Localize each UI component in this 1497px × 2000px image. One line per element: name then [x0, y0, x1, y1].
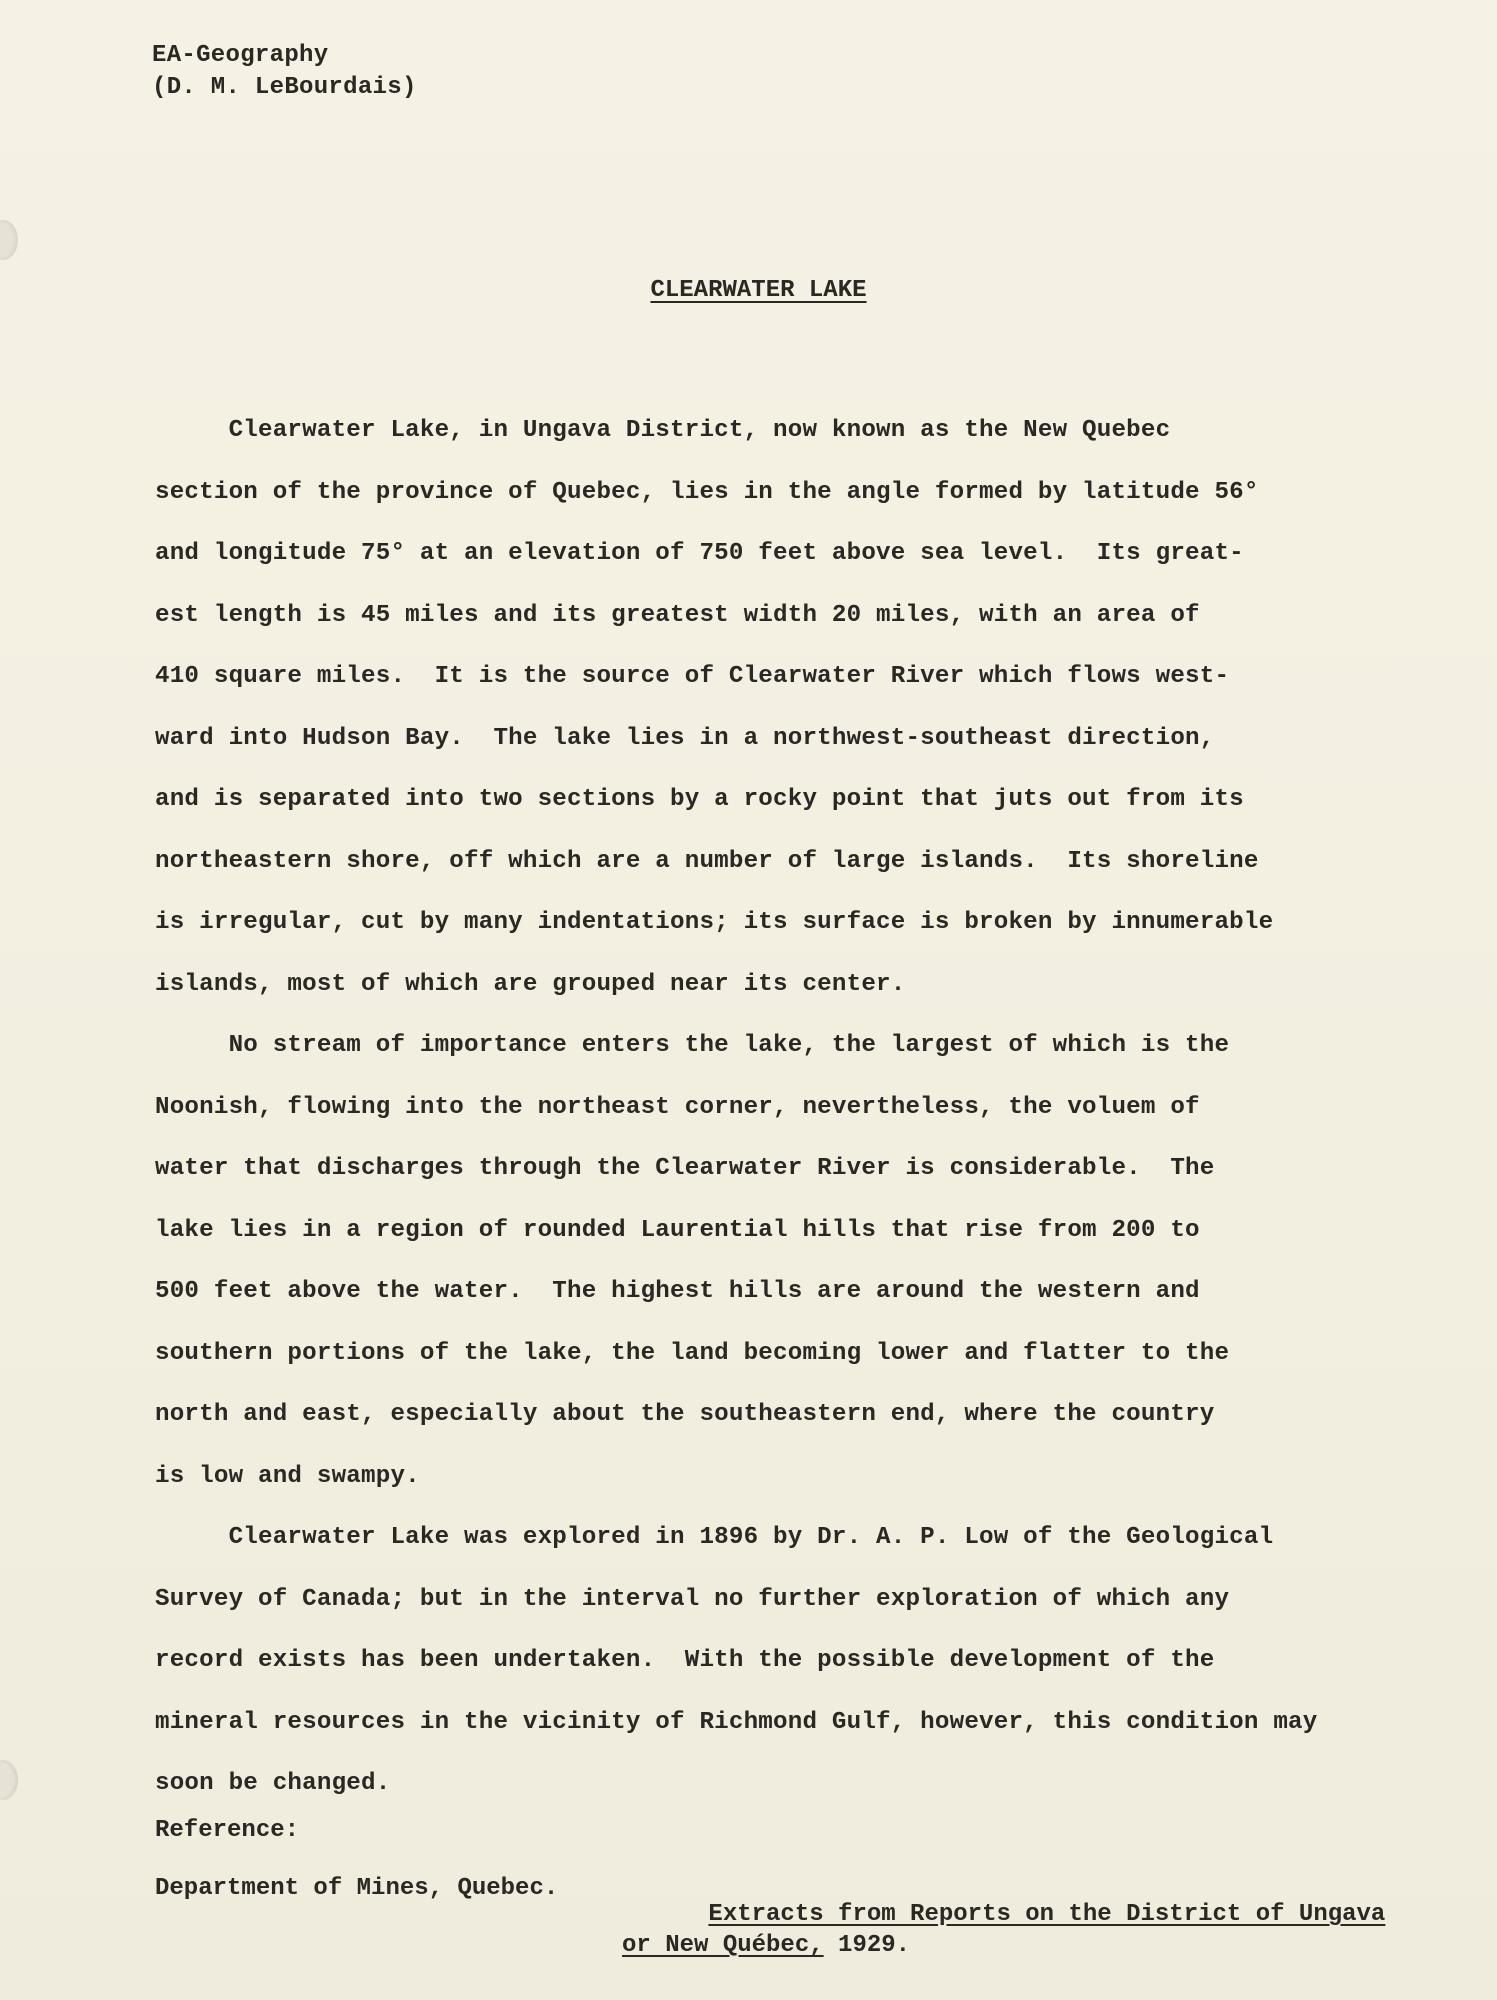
- header-subject: EA-Geography: [152, 42, 329, 69]
- text-line: north and east, especially about the southeastern end, where the country: [155, 1401, 1215, 1428]
- text-line: record exists has been undertaken. With the possible development of the: [155, 1647, 1215, 1674]
- punch-hole: [0, 1760, 18, 1800]
- header-author: (D. M. LeBourdais): [152, 74, 417, 101]
- text-line: Survey of Canada; but in the interval no further exploration of which any: [155, 1585, 1230, 1613]
- text-line: Noonish, flowing into the northeast corner, nevertheless, the voluem of: [155, 1093, 1200, 1121]
- paragraph: [155, 1507, 1385, 1815]
- document-header: [152, 40, 417, 104]
- text-line: southern portions of the lake, the land becoming lower and flatter to the: [155, 1339, 1230, 1367]
- paragraph: [155, 1015, 1385, 1507]
- reference-label: Reference:: [155, 1817, 300, 1844]
- text-line: est length is 45 miles and its greatest width 20 miles, with an area of: [155, 601, 1200, 629]
- text-line: and longitude 75° at an elevation of 750 feet above sea level. Its great-: [155, 540, 1244, 567]
- reference-year: 1929.: [823, 1932, 911, 1959]
- text-line: ward into Hudson Bay. The lake lies in a northwest-southeast direction,: [155, 724, 1215, 752]
- text-line: 410 square miles. It is the source of Clearwater River which flows west-: [155, 663, 1230, 690]
- text-line: is low and swampy.: [155, 1462, 420, 1490]
- reference-title: [622, 1868, 1385, 1992]
- text-line: soon be changed.: [155, 1770, 391, 1797]
- text-line: No stream of importance enters the lake, the largest of which is the: [155, 1032, 1230, 1059]
- text-line: mineral resources in the vicinity of Richmond Gulf, however, this condition may: [155, 1708, 1318, 1736]
- document-body: [155, 400, 1385, 1815]
- reference-title-line2: or New Québec,: [622, 1932, 824, 1959]
- title-text: CLEARWATER LAKE: [650, 277, 867, 304]
- text-line: Clearwater Lake was explored in 1896 by Dr. A. P. Low of the Geological: [155, 1524, 1274, 1551]
- paragraph: [155, 400, 1385, 1015]
- reference-title-line1: Extracts from Reports on the District of Ungava: [708, 1901, 1386, 1928]
- text-line: section of the province of Quebec, lies in the angle formed by latitude 56°: [155, 478, 1259, 506]
- text-line: 500 feet above the water. The highest hills are around the western and: [155, 1278, 1200, 1305]
- reference-source: Department of Mines, Quebec.: [155, 1875, 559, 1902]
- text-line: Clearwater Lake, in Ungava District, now known as the New Quebec: [155, 417, 1171, 444]
- text-line: lake lies in a region of rounded Laurential hills that rise from 200 to: [155, 1216, 1200, 1244]
- text-line: water that discharges through the Clearwater River is considerable. The: [155, 1155, 1215, 1182]
- document-title: [0, 277, 1497, 304]
- punch-hole: [0, 220, 18, 260]
- text-line: northeastern shore, off which are a number of large islands. Its shoreline: [155, 847, 1259, 875]
- text-line: is irregular, cut by many indentations; its surface is broken by innumerable: [155, 909, 1274, 936]
- text-line: islands, most of which are grouped near its center.: [155, 970, 906, 998]
- text-line: and is separated into two sections by a rocky point that juts out from its: [155, 786, 1244, 813]
